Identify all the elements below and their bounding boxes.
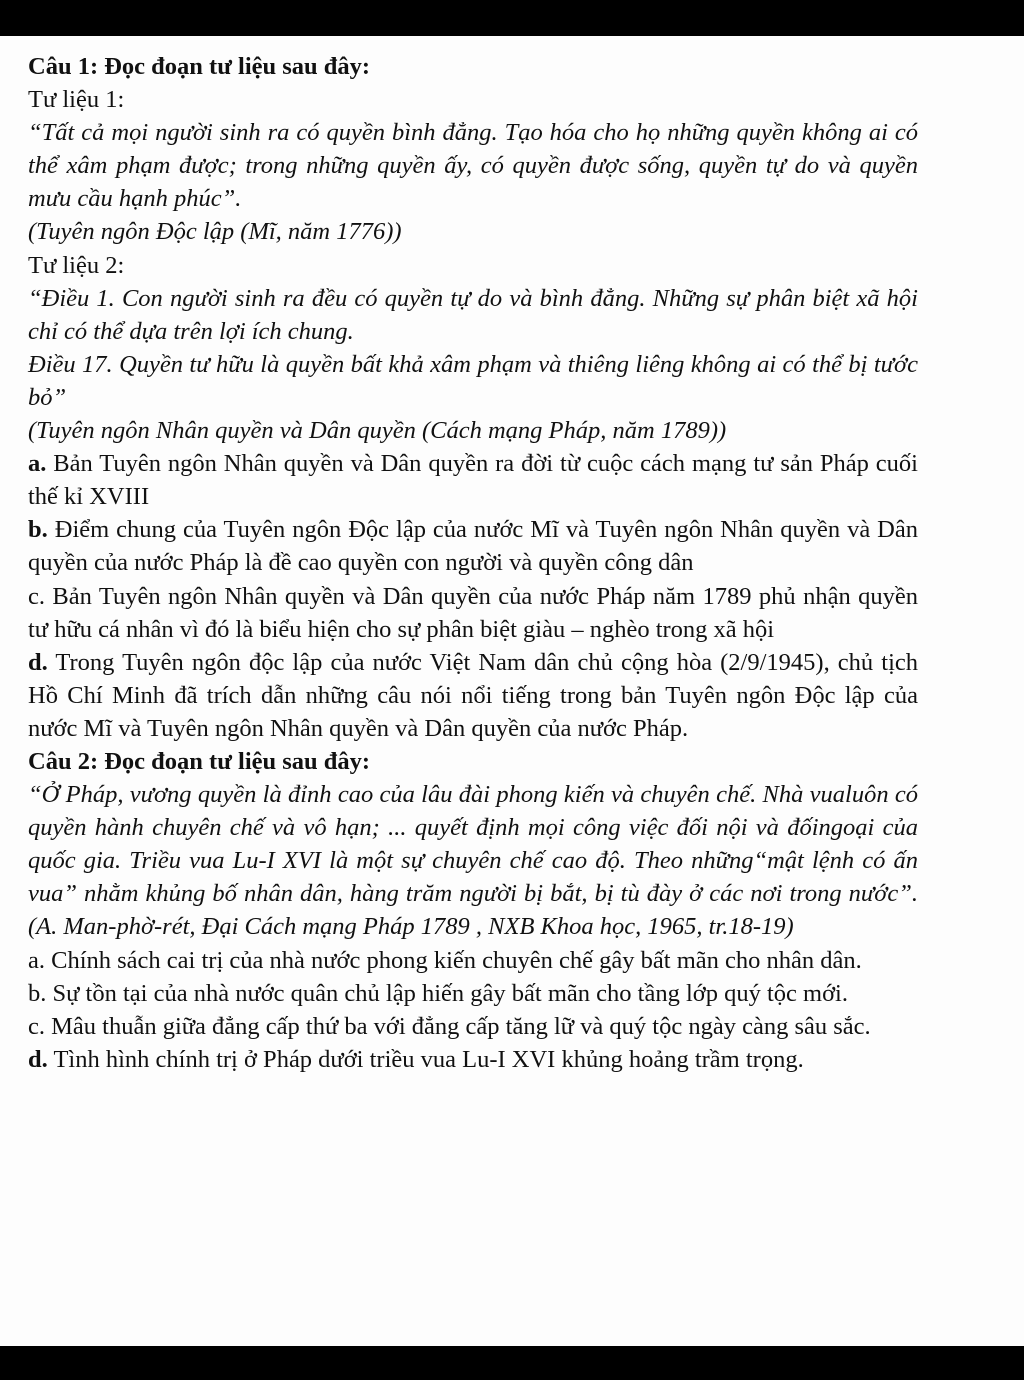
source-2-citation: (Tuyên ngôn Nhân quyền và Dân quyền (Cách mạng Pháp, năm 1789)) bbox=[28, 417, 727, 445]
option-letter: c. bbox=[28, 582, 45, 610]
bottom-black-bar bbox=[0, 1346, 1024, 1380]
option-letter: a. bbox=[28, 946, 45, 974]
q2-option-c bbox=[28, 1010, 918, 1043]
source-1-citation: (Tuyên ngôn Độc lập (Mĩ, năm 1776)) bbox=[28, 218, 402, 246]
q2-option-b bbox=[28, 977, 918, 1010]
option-letter: c. bbox=[28, 1012, 45, 1040]
q1-option-c bbox=[28, 580, 918, 646]
q2-option-a bbox=[28, 944, 918, 977]
option-text: Tình hình chính trị ở Pháp dưới triều vua Lu-I XVI khủng hoảng trầm trọng. bbox=[47, 1045, 804, 1073]
source-2-quote-article-1: “Điều 1. Con người sinh ra đều có quyền tự do và bình đẳng. Những sự phân biệt xã hội chỉ có thể dựa trên lợi ích chung. bbox=[28, 284, 918, 345]
q2-option-d bbox=[28, 1043, 918, 1076]
q1-option-b bbox=[28, 513, 918, 579]
option-letter: b. bbox=[28, 516, 48, 544]
document-content bbox=[28, 50, 918, 1076]
question-1-heading: Câu 1: Đọc đoạn tư liệu sau đây: bbox=[28, 53, 371, 80]
source-1-label: Tư liệu 1: bbox=[28, 86, 125, 114]
option-text: Chính sách cai trị của nhà nước phong kiến chuyên chế gây bất mãn cho nhân dân. bbox=[45, 946, 862, 974]
question-2-quote: “Ở Pháp, vương quyền là đỉnh cao của lâu đài phong kiến và chuyên chế. Nhà vualuôn có quyền hành chuyên chế và vô hạn; ... quyết định mọi công việc đối nội và đốingoại của quốc gia. Triều vua Lu-I XVI là một sự chuyên chế cao độ. Theo những“mật lệnh có ấn vua” nhằm khủng bố nhân dân, hàng trăm người bị bắt, bị tù đày ở các nơi trong nước”.(A. Man-phờ-rét, Đại Cách mạng Pháp 1789 , NXB Khoa học, 1965, tr.18-19) bbox=[28, 781, 918, 941]
option-text: Mâu thuẫn giữa đẳng cấp thứ ba với đẳng cấp tăng lữ và quý tộc ngày càng sâu sắc. bbox=[45, 1012, 871, 1040]
option-letter: a. bbox=[28, 450, 47, 478]
q1-option-d bbox=[28, 646, 918, 745]
source-2-label: Tư liệu 2: bbox=[28, 251, 125, 279]
question-2-heading: Câu 2: Đọc đoạn tư liệu sau đây: bbox=[28, 747, 371, 775]
option-text: Sự tồn tại của nhà nước quân chủ lập hiến gây bất mãn cho tầng lớp quý tộc mới. bbox=[46, 979, 848, 1007]
option-text: Điểm chung của Tuyên ngôn Độc lập của nước Mĩ và Tuyên ngôn Nhân quyền và Dân quyền của nước Pháp là đề cao quyền con người và quyền công dân bbox=[28, 516, 918, 577]
document-page bbox=[0, 36, 1024, 1346]
top-black-bar bbox=[0, 0, 1024, 36]
q1-option-a bbox=[28, 447, 918, 513]
option-text: Bản Tuyên ngôn Nhân quyền và Dân quyền ra đời từ cuộc cách mạng tư sản Pháp cuối thế kỉ XVIII bbox=[28, 450, 918, 511]
option-text: Trong Tuyên ngôn độc lập của nước Việt Nam dân chủ cộng hòa (2/9/1945), chủ tịch Hồ Chí Minh đã trích dẫn những câu nói nổi tiếng trong bản Tuyên ngôn Độc lập của nước Mĩ và Tuyên ngôn Nhân quyền và Dân quyền của nước Pháp. bbox=[28, 648, 918, 742]
source-1-quote: “Tất cả mọi người sinh ra có quyền bình đẳng. Tạo hóa cho họ những quyền không ai có thể xâm phạm được; trong những quyền ấy, có quyền được sống, quyền tự do và quyền mưu cầu hạnh phúc”. bbox=[28, 119, 918, 213]
option-letter: d. bbox=[28, 648, 48, 676]
source-2-quote-article-17: Điều 17. Quyền tư hữu là quyền bất khả xâm phạm và thiêng liêng không ai có thể bị tước bỏ” bbox=[28, 350, 918, 411]
option-text: Bản Tuyên ngôn Nhân quyền và Dân quyền của nước Pháp năm 1789 phủ nhận quyền tư hữu cá nhân vì đó là biểu hiện cho sự phân biệt giàu – nghèo trong xã hội bbox=[28, 582, 918, 643]
option-letter: d. bbox=[28, 1045, 48, 1073]
option-letter: b. bbox=[28, 979, 47, 1007]
